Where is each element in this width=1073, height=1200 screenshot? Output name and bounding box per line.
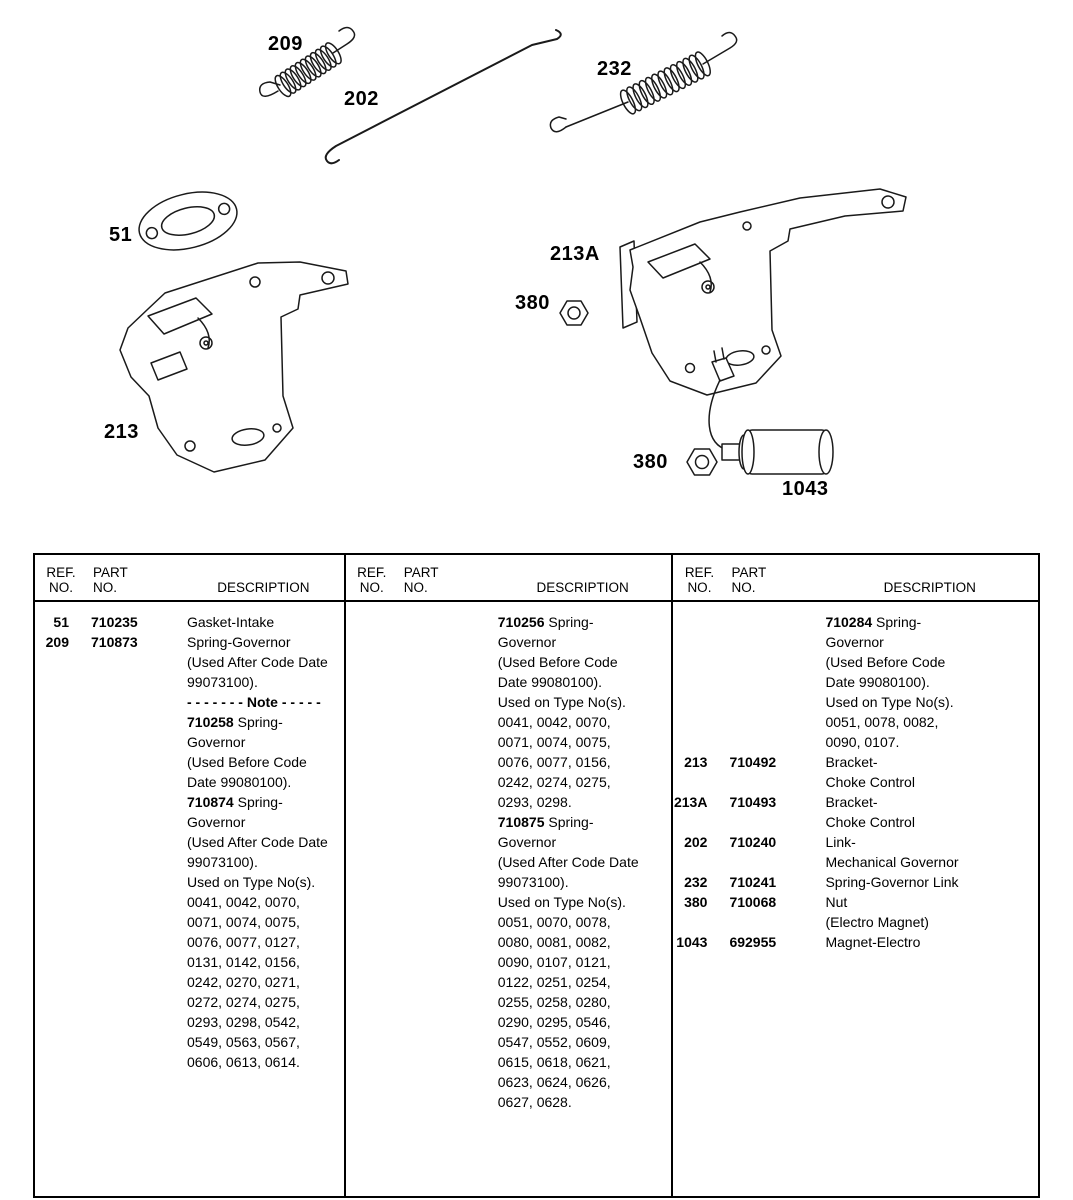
description-line: Choke Control [825,814,915,830]
description-line: 99073100). [497,874,569,890]
part-no-cell: 710873 [91,634,138,650]
parts-column [671,555,1038,1196]
description-line: 710284 Spring- [825,614,922,630]
description-line: 0071, 0074, 0075, [497,734,611,750]
ref-no-cell: 202 [684,834,708,850]
description-line: 0122, 0251, 0254, [497,974,611,990]
table-header [673,555,1038,602]
description-line: 0272, 0274, 0275, [187,994,300,1010]
description-line: 710875 Spring- [497,814,594,830]
description-line: 0293, 0298, 0542, [187,1014,300,1030]
header-ref-no: REF. NO. [357,565,387,595]
nut-380-top-illustration [560,301,588,325]
description-line: Used on Type No(s). [497,694,626,710]
part-no-cell [398,612,494,1112]
part-no-cell [725,612,821,752]
ref-no-cell: 51 [53,614,69,630]
bracket-213-illustration [120,262,348,472]
ref-no-cell: 380 [684,894,708,910]
description-line: 0549, 0563, 0567, [187,1034,300,1050]
description-line: 0623, 0624, 0626, [497,1074,611,1090]
description-line: 99073100). [187,674,258,690]
description-line: Gasket-Intake [187,614,275,630]
description-line: - - - - - - - Note - - - - - [187,694,321,710]
parts-column [344,555,672,1196]
table-row [346,612,672,1112]
description-line: Choke Control [825,774,915,790]
description-cell [821,752,1038,792]
table-row [35,632,344,1072]
description-line: Used on Type No(s). [825,694,954,710]
description-line: 0041, 0042, 0070, [187,894,300,910]
description-line: 710258 Spring- [187,714,283,730]
table-row [673,752,1038,792]
description-cell [183,612,344,632]
description-line: 710256 Spring- [497,614,594,630]
ref-no-cell: 213A [673,794,708,810]
callout-213: 213 [104,421,139,443]
description-line: 0041, 0042, 0070, [497,714,611,730]
header-description: DESCRIPTION [217,580,310,595]
description-line: 0606, 0613, 0614. [187,1054,300,1070]
spring-232-illustration [550,33,736,132]
description-line: 0293, 0298. [497,794,572,810]
description-line: 0615, 0618, 0621, [497,1054,611,1070]
description-line: Spring-Governor [187,634,291,650]
description-line: (Used Before Code [497,654,618,670]
description-cell [821,612,1038,752]
callout-202: 202 [344,88,379,110]
description-cell [494,612,672,1112]
part-no-cell: 710241 [729,874,777,890]
table-row [673,872,1038,892]
callout-1043: 1043 [782,478,829,500]
column-body [346,602,672,1112]
description-line: Bracket- [825,754,878,770]
description-line: 0076, 0077, 0127, [187,934,300,950]
callout-209: 209 [268,33,303,55]
ref-no-cell [346,612,398,1112]
header-part-no: PART NO. [93,565,128,595]
description-line: 0627, 0628. [497,1094,572,1110]
header-description: DESCRIPTION [536,580,629,595]
description-line: 0090, 0107. [825,734,900,750]
description-cell [821,872,1038,892]
column-body [673,602,1038,952]
description-line: Mechanical Governor [825,854,959,870]
table-row [35,612,344,632]
ref-no-cell: 232 [684,874,708,890]
description-line: Governor [187,814,246,830]
description-line: Date 99080100). [497,674,603,690]
header-part-no: PART NO. [403,565,439,595]
description-line: Governor [187,734,246,750]
description-line: 0071, 0074, 0075, [187,914,300,930]
description-cell [183,632,344,1072]
description-line: Nut [825,894,848,910]
parts-list-table [33,553,1040,1198]
description-line: 0051, 0070, 0078, [497,914,611,930]
gasket-51-illustration [133,183,243,260]
callout-213a: 213A [550,243,600,265]
description-line: (Used Before Code [187,754,307,770]
ref-no-cell: 1043 [676,934,708,950]
description-cell [821,932,1038,952]
description-line: Spring-Governor Link [825,874,959,890]
part-no-cell: 710240 [729,834,777,850]
bracket-213a-illustration [620,189,906,395]
description-line: (Electro Magnet) [825,914,929,930]
description-line: Date 99080100). [187,774,292,790]
description-line: 0051, 0078, 0082, [825,714,939,730]
column-body [35,602,344,1072]
ref-no-cell [673,612,725,752]
part-no-cell: 710493 [729,794,777,810]
description-line: 0076, 0077, 0156, [497,754,611,770]
description-line: (Used Before Code [825,654,946,670]
header-description: DESCRIPTION [883,580,976,595]
description-line: 0131, 0142, 0156, [187,954,300,970]
description-line: Governor [497,634,557,650]
callout-232: 232 [597,58,632,80]
ref-no-cell: 209 [45,634,69,650]
description-line: 0242, 0270, 0271, [187,974,300,990]
ref-no-cell: 213 [684,754,708,770]
description-line: (Used After Code Date [187,834,328,850]
part-no-cell: 710068 [729,894,777,910]
description-line: Magnet-Electro [825,934,921,950]
callout-51: 51 [109,224,133,246]
callout-380-top: 380 [515,292,550,314]
description-cell [821,792,1038,832]
table-row [673,792,1038,832]
header-part-no: PART NO. [731,565,767,595]
table-header [346,555,672,602]
description-cell [821,892,1038,932]
description-line: (Used After Code Date [187,654,328,670]
description-line: Used on Type No(s). [187,874,316,890]
description-line: Used on Type No(s). [497,894,626,910]
description-line: (Used After Code Date [497,854,639,870]
parts-column [35,555,344,1196]
part-no-cell: 710235 [91,614,138,630]
description-line: 0080, 0081, 0082, [497,934,611,950]
description-line: Governor [825,634,884,650]
exploded-parts-diagram [0,0,1073,548]
part-no-cell: 692955 [729,934,777,950]
description-line: 0547, 0552, 0609, [497,1034,611,1050]
table-row [673,612,1038,752]
description-line: Bracket- [825,794,878,810]
table-row [673,832,1038,872]
description-line: 99073100). [187,854,258,870]
callout-380-bottom: 380 [633,451,668,473]
parts-line-art [0,0,1073,548]
description-cell [821,832,1038,872]
description-line: 0242, 0274, 0275, [497,774,611,790]
nut-380-bottom-illustration [687,449,717,475]
header-ref-no: REF. NO. [684,565,715,595]
table-row [673,932,1038,952]
description-line: 0090, 0107, 0121, [497,954,611,970]
description-line: 0290, 0295, 0546, [497,1014,611,1030]
part-no-cell: 710492 [729,754,777,770]
description-line: 710874 Spring- [187,794,283,810]
description-line: Governor [497,834,557,850]
description-line: Date 99080100). [825,674,930,690]
table-header [35,555,344,602]
description-line: 0255, 0258, 0280, [497,994,611,1010]
header-ref-no: REF. NO. [46,565,76,595]
table-row [673,892,1038,932]
description-line: Link- [825,834,856,850]
